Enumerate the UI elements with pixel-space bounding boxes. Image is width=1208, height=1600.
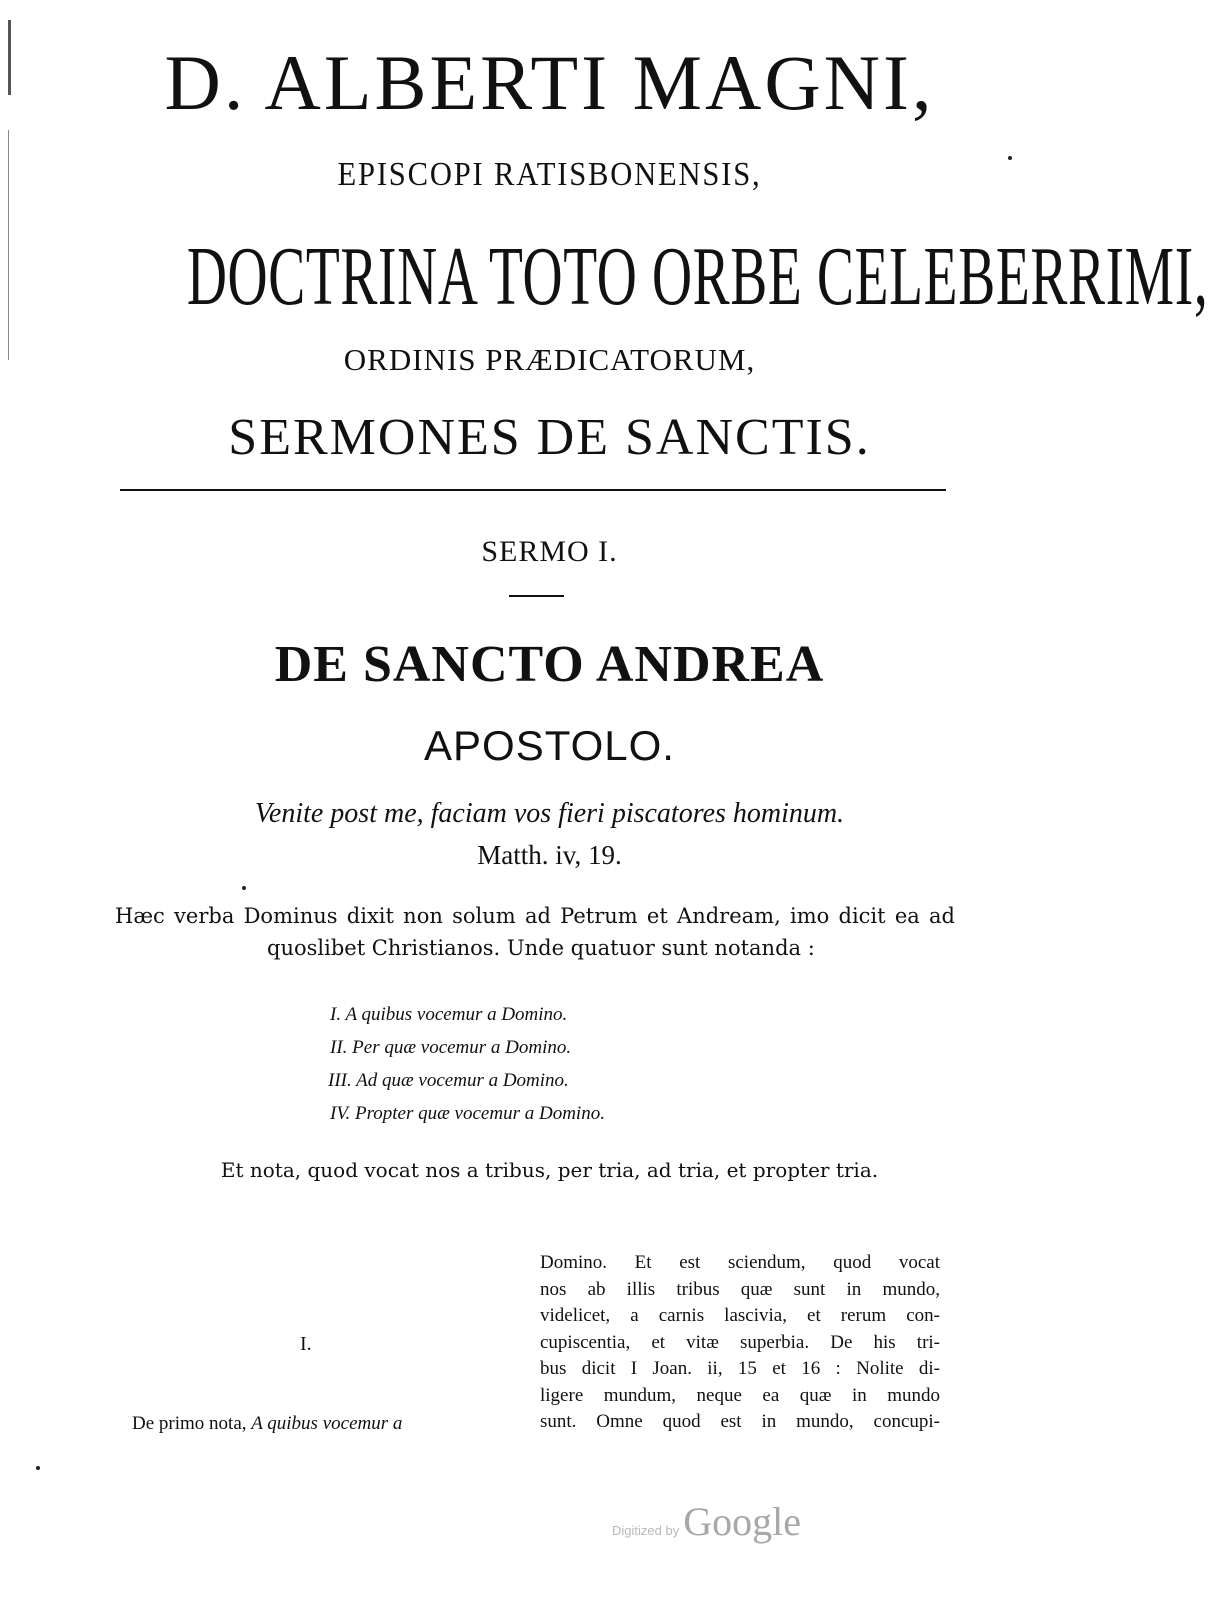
text-line: nos ab illis tribus quæ sunt in mundo,	[540, 1278, 940, 1300]
digitized-label: Digitized by	[612, 1523, 680, 1538]
right-column-text	[540, 1250, 940, 1436]
sermon-subject-apostolo: APOSTOLO.	[424, 722, 675, 769]
intro-line-2: quoslibet Christianos. Unde quatuor sunt notanda :	[267, 936, 815, 960]
scan-edge-mark	[8, 130, 9, 360]
scan-speck	[36, 1466, 40, 1470]
sermon-number: SERMO I.	[481, 535, 618, 568]
text-line: bus dicit I Joan. ii, 15 et 16 : Nolite di-	[540, 1358, 940, 1379]
google-logo: Google	[683, 1499, 801, 1544]
section-first-text: De primo nota,	[132, 1413, 247, 1434]
point-item: III. Ad quæ vocemur a Domino.	[328, 1070, 569, 1091]
text-line: videlicet, a carnis lascivia, et rerum con-	[540, 1305, 940, 1326]
section-first-italic: A quibus vocemur a	[251, 1413, 403, 1434]
digitized-watermark	[612, 1498, 801, 1545]
scripture-citation: Matth. iv, 19.	[477, 840, 622, 870]
point-item: IV. Propter quæ vocemur a Domino.	[330, 1103, 605, 1124]
sermon-subject: DE SANCTO ANDREA	[274, 636, 825, 693]
intro-paragraph	[115, 900, 955, 964]
short-divider	[509, 595, 564, 597]
order-line: ORDINIS PRÆDICATORUM,	[343, 342, 756, 377]
section-numeral: I.	[300, 1333, 312, 1355]
intro-line-1: Hæc verba Dominus dixit non solum ad Petrum et Andream, imo dicit ea ad	[115, 904, 955, 928]
work-title: SERMONES DE SANCTIS.	[228, 409, 871, 466]
text-line: cupiscentia, et vitæ superbia. De his tri-	[540, 1331, 940, 1353]
note-line: Et nota, quod vocat nos a tribus, per tria, ad tria, et propter tria.	[220, 1158, 879, 1182]
text-line: Domino. Et est sciendum, quod vocat	[540, 1252, 940, 1273]
divider-rule	[120, 489, 946, 491]
scan-speck	[242, 886, 246, 890]
point-item: II. Per quæ vocemur a Domino.	[330, 1037, 572, 1058]
points-list	[330, 998, 605, 1130]
bishop-line: EPISCOPI RATISBONENSIS,	[337, 156, 762, 193]
doctrina-line: DOCTRINA TOTO ORBE CELEBERRIMI,	[186, 230, 1208, 323]
scripture-verse: Venite post me, faciam vos fieri piscatores hominum.	[254, 798, 845, 829]
point-item: I. A quibus vocemur a Domino.	[330, 1004, 568, 1025]
section-first-line	[132, 1413, 402, 1435]
text-line: sunt. Omne quod est in mundo, concupi-	[540, 1411, 940, 1432]
author-heading: D. ALBERTI MAGNI,	[164, 39, 935, 126]
text-line: ligere mundum, neque ea quæ in mundo	[540, 1384, 940, 1406]
